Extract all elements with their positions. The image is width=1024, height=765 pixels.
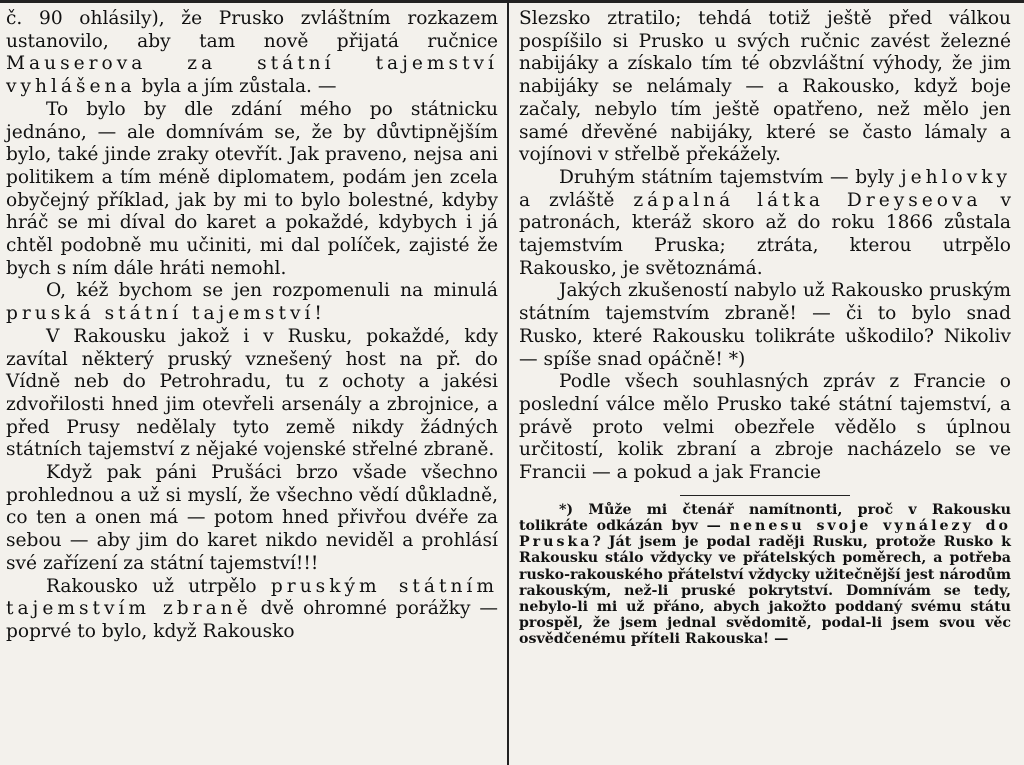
right-paragraph-1: Slezsko ztratilo; tehdá totiž ještě před válkou pospíšilo si Prusko u svých ručnic zavést železné nabijáky a získalo tím té obzvláštní výhody, že jim nabijáky se nelámaly — a Rakousko, když boje začaly, nebylo tím ještě opatřeno, než mělo jen samé dřevěné nabijáky, které se často lámaly a vojínovi v střelbě překážely. [519,8,1011,166]
left-column [6,8,498,644]
spaced-emphasis: pruská státní tajemství [6,303,315,325]
spaced-emphasis: Mauserova za státní tajemství vyhlášena [6,53,498,98]
column-divider [507,0,509,765]
left-paragraph-4: V Rakousku jakož i v Rusku, pokaždé, kdy zavítal některý pruský vznešený host na př. do Vídně neb do Petrohradu, tu z ochoty a jakési zdvořilosti hned jim otevřeli arsenály a zbrojnice, a před Prusy nedělaly tyto země nikdy žádných státních tajemství z nějaké vojenské střelné zbraně. [6,325,498,461]
left-paragraph-2: To bylo by dle zdání mého po státnicku jednáno, — ale domnívám se, že by důvtipnějším bylo, také jinde zraky otevřít. Jak praveno, nejsa ani politikem a tím méně diplomatem, podám jen zcela obyčejný příklad, jak by mi to bylo bolestné, kdyby hráč se mi díval do karet a pokaždé, kdybych i já chtěl podobně mu učiniti, mi dal políček, zajisté že bych s ním dále hráti nemohl. [6,98,498,279]
right-paragraph-4: Podle všech souhlasných zpráv z Francie o poslední válce mělo Prusko také státní tajemství, a právě proto velmi obezřele vědělo s úplnou určitostí, kolik zbraní a zbroje nacházelo se ve Francii — a pokud a jak Francie [519,371,1011,484]
top-rule [0,0,1024,3]
footnote: *) Může mi čtenář namítnonti, proč v Rakousku tolikráte odkázán byv — nenesu svoje vynálezy do Pruska? Ját jsem je podal raději Rusku, protože Rusko k Rakousku stálo vždycky ve přátelských poměrech, a potřeba rusko-rakouského přátelství vždycky užitečnější jest národům rakouským, než-li pruské pokrytství. Domnívám se tedy, nebylo-li mi už přáno, abych jakožto poddaný svému státu prospěl, že jsem jednal svědomitě, podal-li jsem svou věc osvědčenému příteli Rakouska! — [519,501,1011,648]
spaced-emphasis: zápalná látka Dreyseova [633,189,982,211]
spaced-emphasis: nenesu svoje vynálezy do Pruska [519,517,1011,551]
left-paragraph-3: O, kéž bychom se jen rozpomenuli na minulá pruská státní tajemství! [6,280,498,325]
spaced-emphasis: pruským státním tajemstvím zbraně [6,575,499,620]
left-paragraph-6: Rakousko už utrpělo pruským státním tajemstvím zbraně dvě ohromné porážky — poprvé to bylo, když Rakousko [6,575,499,642]
left-paragraph-1: č. 90 ohlásily), že Prusko zvláštním rozkazem ustanovilo, aby tam nově přijatá ručnice Mauserova za státní tajemství vyhlášena byla a jím zůstala. — [6,8,498,98]
left-paragraph-5: Když pak páni Prušáci brzo všade všechno prohlednou a už si myslí, že všechno vědí důkladně, co ten a onen má — potom hned přivřou dvéře za sebou — aby jim do karet nikdo neviděl a prohlásí své zařízení za státní tajemství!!! [6,462,498,574]
right-paragraph-3: Jakých zkušeností nabylo už Rakousko pruským státním tajemstvím zbraně! — či to bylo snad Rusko, které Rakousku tolikráte uškodilo? Nikoliv — spíše snad opáčně! *) [519,280,1011,370]
spaced-emphasis: jehlovky [900,166,1011,188]
right-column [519,8,1011,648]
right-paragraph-2: Druhým státním tajemstvím — byly jehlovky a zvláště zápalná látka Dreyseova v patronách, kteráž skoro až do roku 1866 zůstala tajemstvím Pruska; ztráta, kterou utrpělo Rakousko, je světoznámá. [519,166,1011,279]
footnote-rule [680,495,850,496]
